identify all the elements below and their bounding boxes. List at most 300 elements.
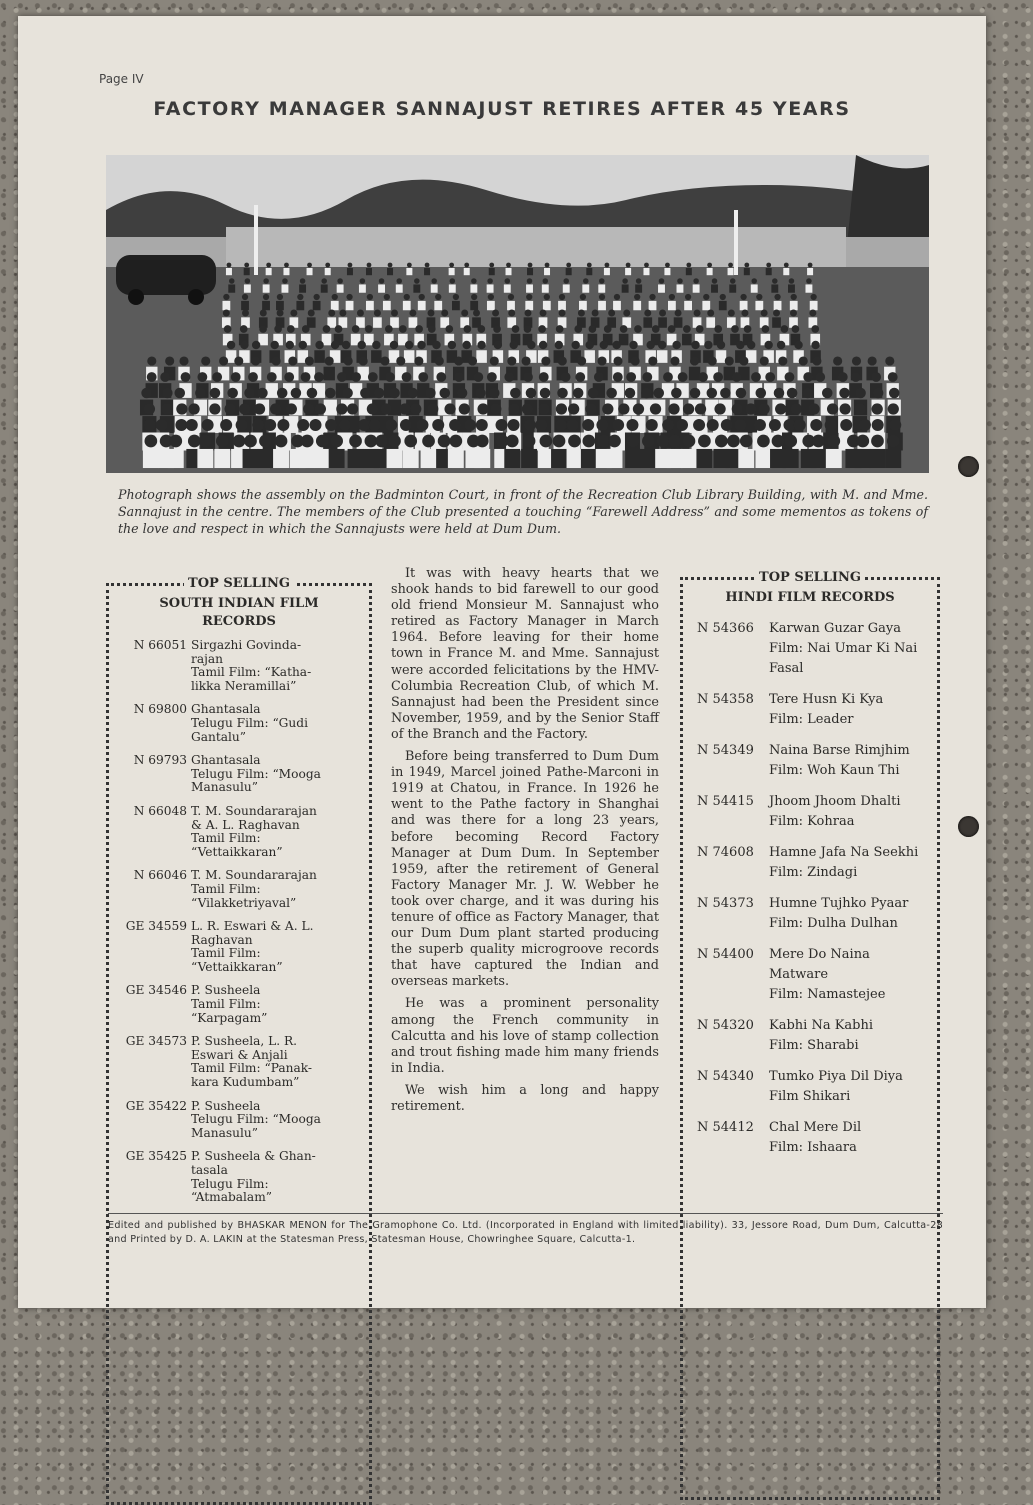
crowd-head [573,388,584,399]
crowd-head [873,388,884,399]
crowd-head [840,419,852,431]
record-line: Telugu Film: “Gudi [191,715,308,730]
record-number: N 74608 [697,845,754,860]
article-paragraph: We wish him a long and happy retirement. [391,1082,659,1114]
record-entry [115,869,363,910]
crowd-figure [855,449,871,468]
crowd-head [216,435,229,448]
crowd-head [658,341,666,349]
record-details [191,754,363,795]
crowd-head [496,419,508,431]
record-entry [115,703,363,744]
crowd-head [399,403,410,414]
crowd-figure [728,268,734,275]
record-line: P. Susheela [191,1098,261,1113]
record-line: rajan [191,651,223,666]
crowd-head [587,263,592,268]
crowd-figure [324,367,335,381]
crowd-head [245,278,251,284]
record-line: Eswari & Anjali [191,1047,288,1062]
crowd-figure [282,284,289,292]
crowd-head [648,356,657,365]
crowd-head [402,372,412,382]
crowd-head [385,325,393,333]
box-title: TOP SELLING [689,570,931,585]
crowd-head [181,372,191,382]
record-line: tasala [191,1163,228,1177]
crowd-head [641,388,652,399]
crowd-figure [507,301,515,310]
crowd-head [494,341,502,349]
box-subtitle: SOUTH INDIAN FILM RECORDS [159,596,319,629]
crowd-head [174,388,185,399]
record-line: kara Kudumbam” [191,1075,300,1090]
crowd-figure [684,301,692,310]
crowd-head [585,403,596,414]
crowd-head [856,435,869,448]
headline: FACTORY MANAGER SANNAJUST RETIRES AFTER 45 YEARS [153,98,851,120]
crowd-head [657,435,670,448]
crowd-figure [366,301,374,310]
crowd-head [476,419,488,431]
crowd-figure [711,284,718,292]
crowd-head [731,325,739,333]
crowd-figure [544,268,550,275]
crowd-head [740,435,753,448]
crowd-head [792,325,800,333]
crowd-head [774,294,780,300]
crowd-head [358,341,366,349]
crowd-head [461,310,468,317]
record-number: GE 35422 [125,1098,187,1113]
crowd-figure [313,301,321,310]
crowd-figure [622,284,629,292]
record-number: N 54415 [697,794,754,809]
record-entry [115,1150,363,1204]
hindi-records-box [680,570,940,1500]
punch-hole [958,456,979,477]
crowd-head [840,403,851,414]
crowd-figure [755,301,763,310]
crowd-head [545,263,550,268]
crowd-head [358,419,370,431]
crowd-head [649,294,655,300]
crowd-head [526,294,532,300]
crowd-figure [751,284,758,292]
crowd-head [427,403,438,414]
crowd-head [459,403,470,414]
crowd-figure [566,268,572,275]
crowd-head [457,388,468,399]
crowd-head [791,294,797,300]
crowd-head [707,419,719,431]
crowd-head [675,310,682,317]
crowd-head [337,372,347,382]
crowd-head [414,356,423,365]
crowd-head [244,435,257,448]
record-line: Film Shikari [769,1089,851,1104]
crowd-head [505,278,511,284]
record-number: GE 34546 [125,983,187,998]
crowd-head [665,263,670,268]
crowd-head [224,403,235,414]
crowd-head [297,419,309,431]
record-number: N 54340 [697,1069,754,1084]
crowd-figure [607,449,623,468]
record-line: Raghavan [191,932,253,947]
crowd-head [802,388,813,399]
record-number: N 69793 [133,753,187,768]
record-line: Humne Tujhko Pyaar [769,896,909,911]
record-line: “Atmabalam” [191,1190,272,1205]
crowd-figure [474,449,490,468]
crowd-head [489,263,494,268]
crowd-head [608,435,621,448]
crowd-figure [702,301,710,310]
crowd-figure [668,301,676,310]
crowd-head [789,278,795,284]
crowd-head [683,403,694,414]
crowd-head [539,341,547,349]
crowd-head [508,419,520,431]
crowd-head [367,294,373,300]
crowd-head [599,294,605,300]
crowd-head [416,419,428,431]
crowd-head [274,325,282,333]
imprint-footer: Edited and published by BHASKAR MENON for The Gramophone Co. Ltd. (Incorporated in England with limited liability). 33, Jessore Road, Dum Dum, Calcutta-28 and Printed by D. A. LAKIN at the Statesman Press, Statesman House, Chowringhee Square, Calcutta-1. [108,1213,943,1247]
crowd-head [223,294,229,300]
crowd-head [288,356,297,365]
crowd-head [286,341,294,349]
crowd-head [381,403,392,414]
crowd-head [612,419,624,431]
crowd-figure [307,268,313,275]
crowd-head [385,372,395,382]
crowd-figure [658,317,667,327]
record-number: GE 34573 [125,1034,187,1049]
crowd-head [404,435,417,448]
crowd-head [670,356,679,365]
crowd-head [769,419,781,431]
crowd-head [556,403,567,414]
crowd-figure [452,301,460,310]
crowd-figure [325,268,331,275]
crowd-head [365,325,373,333]
crowd-head [445,325,453,333]
record-details [769,741,931,781]
crowd-figure [667,449,683,468]
crowd-head [508,294,514,300]
crowd-head [808,263,813,268]
crowd-head [156,419,168,431]
box-title: TOP SELLING [115,576,363,591]
crowd-head [290,310,297,317]
crowd-head [407,388,418,399]
crowd-head [428,310,435,317]
crowd-figure [542,284,549,292]
record-line: Telugu Film: [191,1176,269,1191]
crowd-head [608,310,615,317]
crowd-head [323,325,331,333]
crowd-figure [788,284,795,292]
crowd-head [300,278,306,284]
record-entry [115,1100,363,1141]
crowd-head [425,388,436,399]
crowd-head [578,310,585,317]
crowd-head [287,325,295,333]
crowd-head [555,341,563,349]
crowd-head [493,325,501,333]
crowd-head [449,263,454,268]
crowd-head [756,294,762,300]
crowd-head [523,435,536,448]
crowd-head [612,341,620,349]
record-line: Kabhi Na Kabhi [769,1018,874,1033]
record-entry [689,894,931,934]
crowd-head [477,325,485,333]
crowd-head [417,341,425,349]
crowd-head [240,341,248,349]
crowd-head [693,419,705,431]
crowd-head [696,325,704,333]
record-line: Film: Sharabi [769,1038,859,1053]
crowd-head [885,356,894,365]
record-line: Telugu Film: “Mooga [191,1112,321,1127]
crowd-head [349,435,362,448]
crowd-head [889,388,900,399]
crowd-figure [276,301,284,310]
crowd-head [714,403,725,414]
record-entry [689,741,931,781]
crowd-head [677,278,683,284]
crowd-figure [633,301,641,310]
crowd-head [282,278,288,284]
crowd-head [325,263,330,268]
crowd-head [523,372,533,382]
crowd-head [307,388,318,399]
crowd-head [473,310,480,317]
crowd-head [219,356,228,365]
record-line: Film: Woh Kaun Thi [769,763,900,778]
crowd-head [629,341,637,349]
box-subtitle: HINDI FILM RECORDS [725,590,895,605]
crowd-head [855,388,866,399]
crowd-head [698,435,711,448]
crowd-figure [228,284,235,292]
crowd-head [492,310,499,317]
crowd-head [428,325,436,333]
crowd-head [757,435,770,448]
crowd-head [690,388,701,399]
crowd-figure [625,449,641,468]
crowd-head [698,372,708,382]
crowd-head [512,325,520,333]
crowd-head [652,325,660,333]
crowd-figure [810,449,826,468]
crowd-head [244,263,249,268]
record-line: Tamil Film: “Katha- [191,665,312,680]
crowd-head [766,263,771,268]
record-number: N 66046 [133,868,187,883]
crowd-figure [359,284,366,292]
crowd-head [754,419,766,431]
crowd-figure [707,268,713,275]
crowd-head [301,435,314,448]
article-paragraph: It was with heavy hearts that we shook hands to bid farewell to our good old friend Monsieur M. Sannajust who retired as Factory Manager in March 1964. Before leaving for their home town in France M. and Mme. Sannajust were accorded felicitations by the HMV-Columbia Recreation Club, of which M. Sannajust had been the President since November, 1959, and by the Senior Staff of the Branch and the Factory. [391,566,659,742]
crowd-head [695,403,706,414]
crowd-head [374,388,385,399]
crowd-head [541,356,550,365]
crowd-head [791,403,802,414]
crowd-figure [487,301,495,310]
crowd-head [604,325,612,333]
crowd-figure [263,284,270,292]
crowd-head [400,419,412,431]
crowd-head [644,263,649,268]
crowd-figure [649,301,657,310]
crowd-figure [409,317,418,327]
crowd-head [690,356,699,365]
crowd-head [583,278,589,284]
crowd-head [407,263,412,268]
crowd-head [367,263,372,268]
record-line: L. R. Eswari & A. L. [191,919,314,934]
crowd-head [888,372,898,382]
crowd-head [852,356,861,365]
crowd-head [739,356,748,365]
crowd-head [787,388,798,399]
crowd-figure [257,449,273,468]
crowd-head [714,325,722,333]
crowd-figure [424,268,430,275]
crowd-head [663,372,673,382]
crowd-figure [657,350,668,363]
crowd-head [606,388,617,399]
crowd-figure [771,284,778,292]
crowd-head [527,278,533,284]
crowd-head [580,294,586,300]
crowd-head [744,325,752,333]
record-list [689,619,931,1158]
crowd-head [489,388,500,399]
crowd-head [325,356,334,365]
record-line: Tamil Film: [191,946,261,961]
crowd-figure [387,449,403,468]
record-line: Film: Nai Umar Ki Nai [769,641,918,656]
crowd-head [672,341,680,349]
record-details [191,869,363,910]
crowd-head [375,435,388,448]
crowd-head [186,419,198,431]
crowd-head [720,388,731,399]
crowd-head [404,294,410,300]
crowd-head [272,356,281,365]
crowd-figure [314,449,330,468]
crowd-head [620,325,628,333]
crowd-head [385,419,397,431]
crowd-head [708,356,717,365]
crowd-head [872,403,883,414]
crowd-figure [347,268,353,275]
crowd-head [487,278,493,284]
crowd-head [773,310,780,317]
crowd-head [527,341,535,349]
crowd-figure [403,449,419,468]
crowd-head [195,388,206,399]
crowd-head [506,263,511,268]
crowd-head [751,278,757,284]
crowd-head [596,419,608,431]
crowd-head [777,341,785,349]
crowd-figure [706,317,715,327]
crowd-head [335,325,343,333]
crowd-head [730,278,736,284]
crowd-figure [581,449,597,468]
crowd-head [868,356,877,365]
crowd-figure [387,268,393,275]
crowd-head [309,419,321,431]
crowd-head [811,325,819,333]
record-list [115,639,363,1205]
crowd-figure [677,284,684,292]
crowd-head [234,356,243,365]
record-line: Tamil Film: [191,831,261,846]
crowd-head [571,341,579,349]
crowd-figure [643,268,649,275]
crowd-head [360,388,371,399]
crowd-head [251,356,260,365]
crowd-head [559,310,566,317]
crowd-figure [299,449,315,468]
crowd-head [477,403,488,414]
crowd-head [431,278,437,284]
crowd-head [668,435,681,448]
crowd-head [229,278,235,284]
crowd-head [528,263,533,268]
crowd-head [464,263,469,268]
crowd-head [811,341,819,349]
crowd-head [236,419,248,431]
crowd-head [359,356,368,365]
record-line: Mere Do Naina [769,947,870,962]
crowd-head [436,372,446,382]
crowd-head [703,294,709,300]
crowd-figure [283,268,289,275]
crowd-head [838,372,848,382]
crowd-head [263,278,269,284]
crowd-head [588,388,599,399]
crowd-head [669,294,675,300]
crowd-head [717,341,725,349]
crowd-head [242,310,249,317]
record-entry [115,984,363,1025]
crowd-head [435,356,444,365]
crowd-figure [810,301,818,310]
photo-caption: Photograph shows the assembly on the Badminton Court, in front of the Recreation Club Library Building, with M. and Mme. Sannajust in the centre. The members of the Club presented a touching “Farewell Address” and some mementos as tokens of the love and respect in which the Sannajusts were held at Dum Dum. [118,487,928,536]
crowd-figure [551,449,567,468]
crowd-figure [579,301,587,310]
crowd-figure [658,284,665,292]
record-details [191,639,363,693]
record-line: “Karpagam” [191,1010,268,1025]
crowd-head [668,403,679,414]
crowd-head [464,419,476,431]
crowd-head [659,310,666,317]
crowd-head [473,372,483,382]
crowd-head [605,263,610,268]
crowd-head [589,325,597,333]
crowd-head [728,263,733,268]
